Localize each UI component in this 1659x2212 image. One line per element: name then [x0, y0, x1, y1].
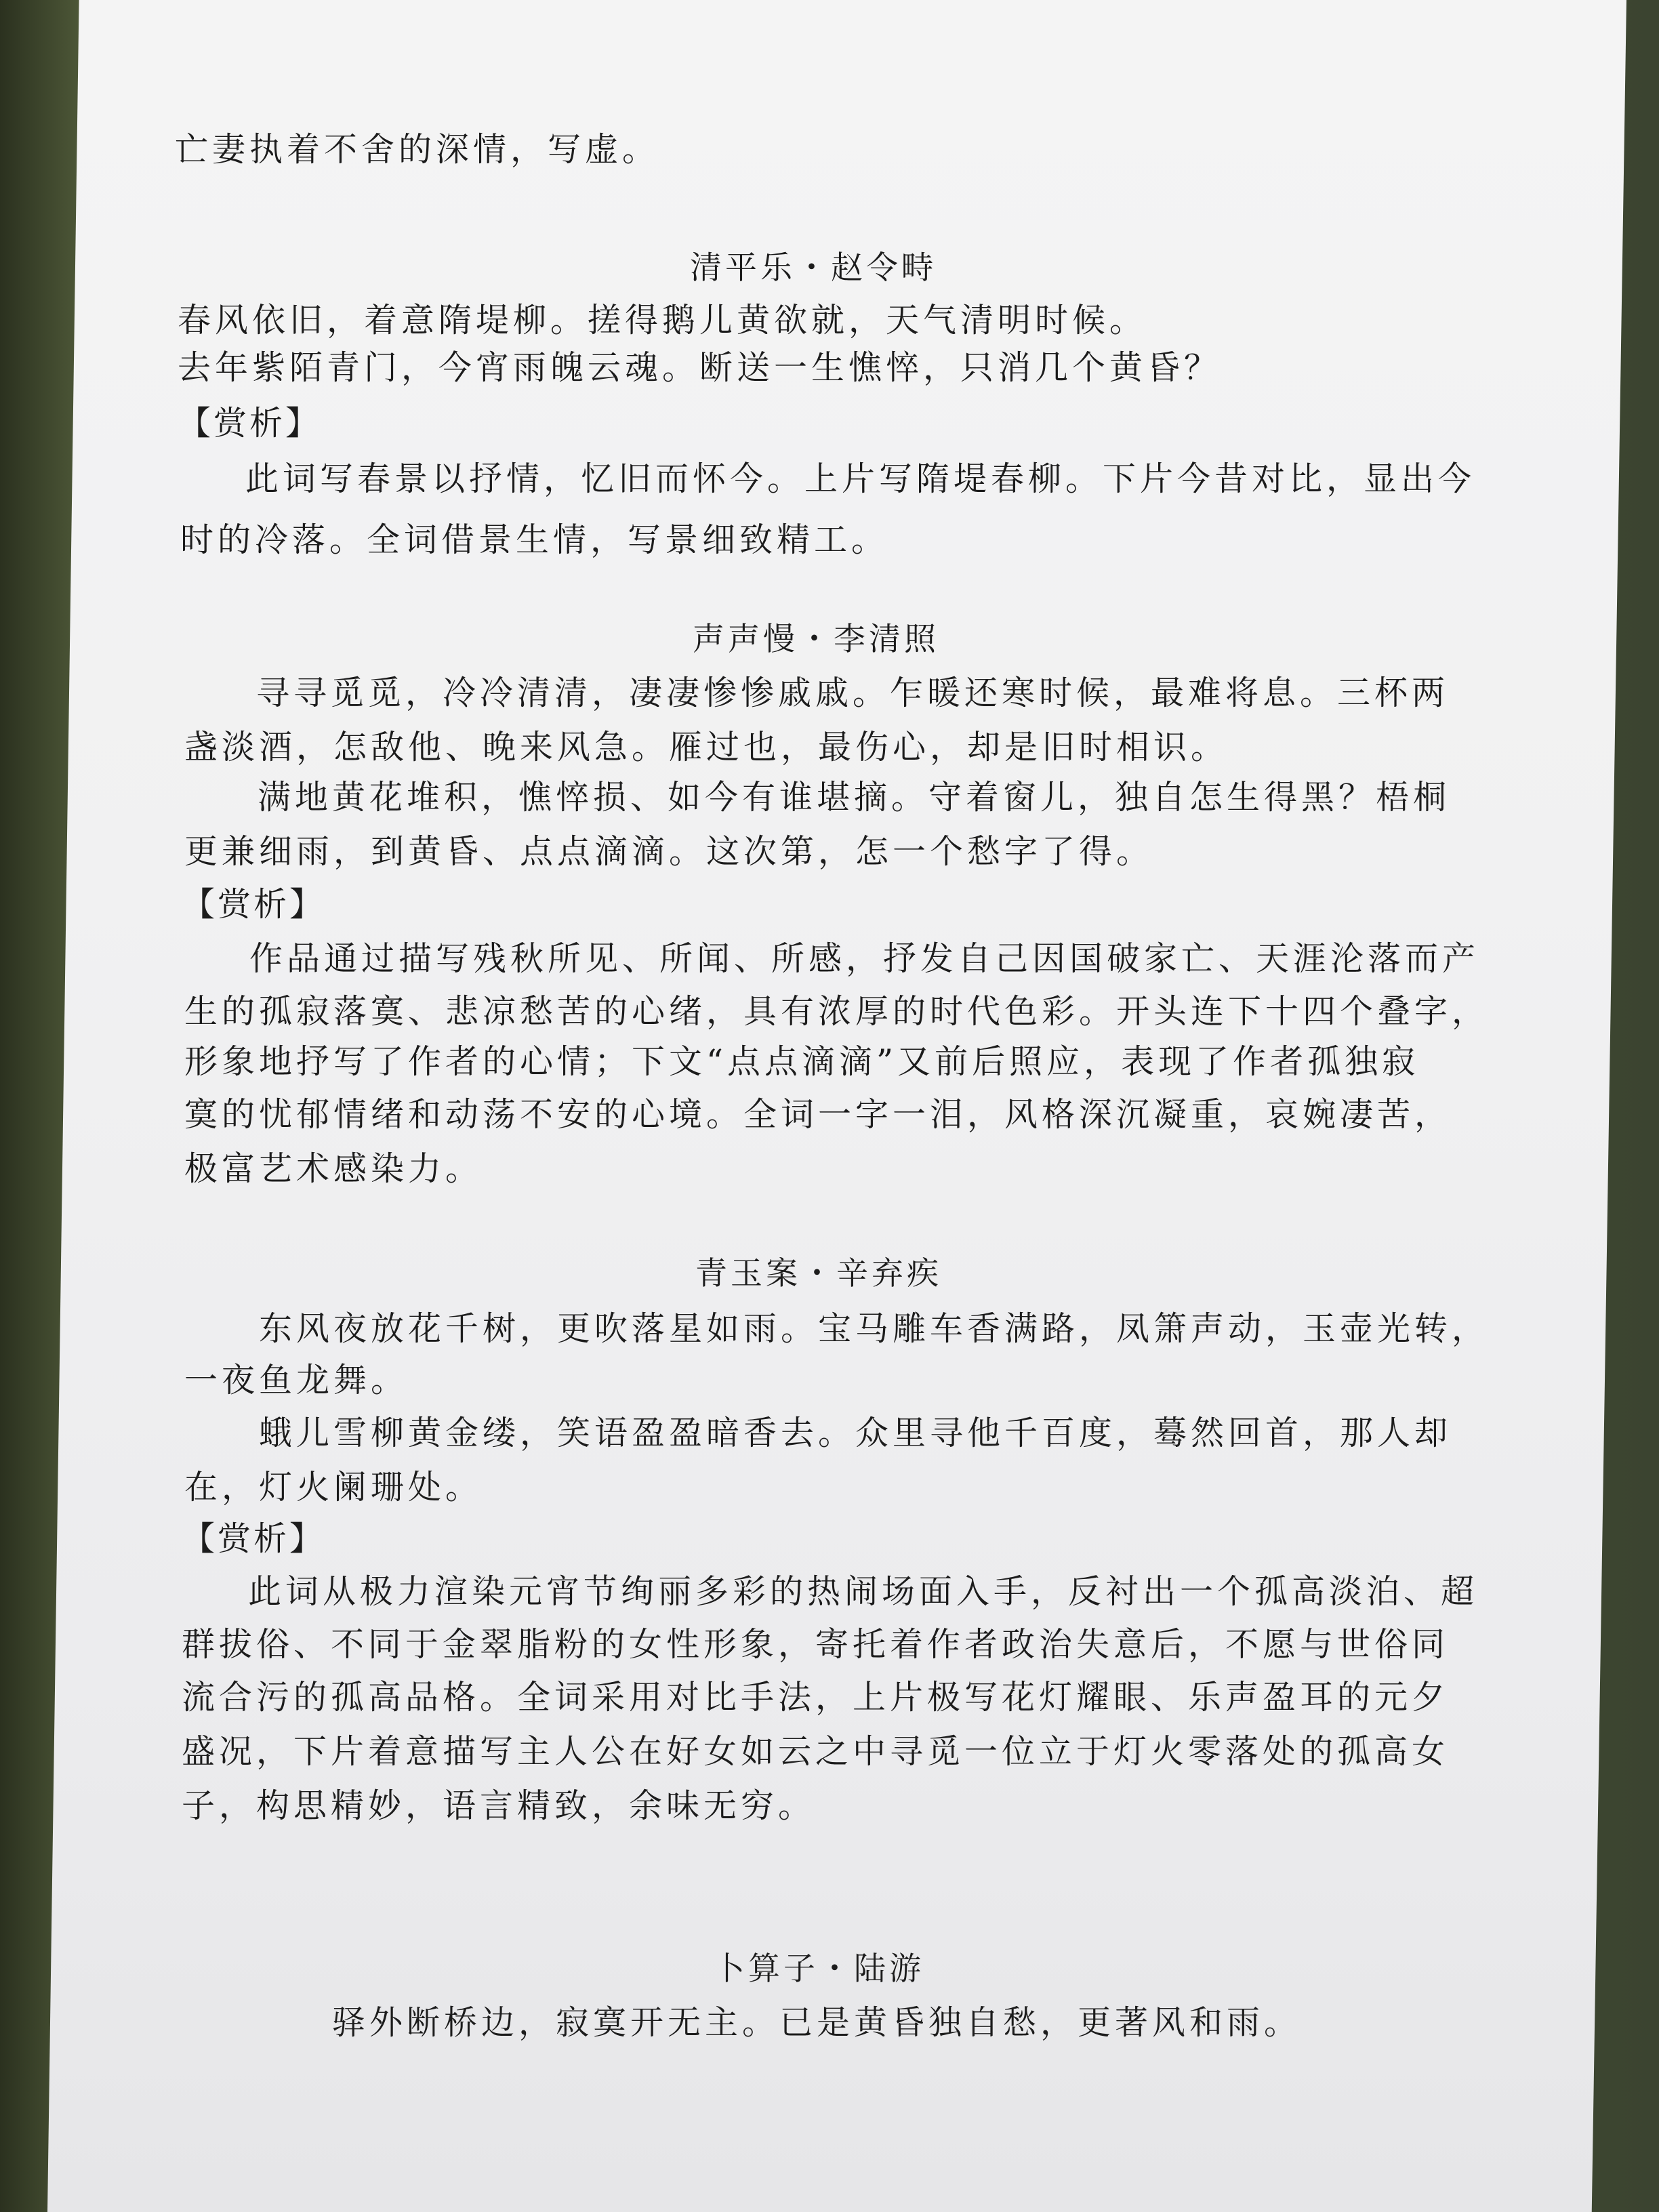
analysis-line: 群拔俗、不同于金翠脂粉的女性形象，寄托着作者政治失意后，不愿与世俗同: [182, 1625, 1450, 1664]
analysis-line: 此词从极力渲染元宵节绚丽多彩的热闹场面入手，反衬出一个孤高淡泊、超: [248, 1572, 1479, 1611]
analysis-line: 盛况，下片着意描写主人公在好女如云之中寻觅一位立于灯火零落处的孤高女: [182, 1732, 1450, 1771]
poem-line: 春风依旧，着意隋堤柳。搓得鹅儿黄欲就，天气清明时候。: [178, 301, 1147, 340]
poem-line: 一夜鱼龙舞。: [184, 1361, 409, 1399]
poem-line: 盏淡酒，怎敌他、晚来风急。雁过也，最伤心，却是旧时相识。: [184, 728, 1229, 766]
analysis-line: 此词写春景以抒情，忆旧而怀今。上片写隋堤春柳。下片今昔对比，显出今: [245, 459, 1476, 498]
analysis-line: 作品通过描写残秋所见、所闻、所感，抒发自己因国破家亡、天涯沦落而产: [249, 939, 1480, 978]
poem-line: 在，灯火阑珊处。: [184, 1468, 483, 1507]
poem-line: 寻寻觅觅，冷冷清清，凄凄惨惨戚戚。乍暖还寒时候，最难将息。三杯两: [256, 674, 1450, 712]
analysis-label: 【赏析】: [178, 404, 322, 443]
analysis-line: 极富艺术感染力。: [184, 1149, 483, 1188]
poem-line: 更兼细雨，到黄昏、点点滴滴。这次第，怎一个愁字了得。: [184, 832, 1154, 871]
poem-title-qingpingle: 清平乐・赵令畤: [690, 249, 937, 287]
poem-title-qingyuan: 青玉案・辛弃疾: [695, 1255, 942, 1292]
analysis-line: 生的孤寂落寞、悲凉愁苦的心绪，具有浓厚的时代色彩。开头连下十四个叠字，: [184, 992, 1490, 1031]
analysis-label: 【赏析】: [182, 885, 326, 924]
poem-line: 驿外断桥边，寂寞开无主。已是黄昏独自愁，更著风和雨。: [332, 2003, 1302, 2042]
analysis-line: 时的冷落。全词借景生情，写景细致精工。: [180, 520, 889, 559]
poem-title-shengshengman: 声声慢・李清照: [693, 621, 939, 658]
poem-line: 去年紫陌青门，今宵雨魄云魂。断送一生憔悴，只消几个黄昏？: [178, 348, 1222, 387]
analysis-label: 【赏析】: [182, 1519, 326, 1558]
poem-line: 满地黄花堆积，憔悴损、如今有谁堪摘。守着窗儿，独自怎生得黑？梧桐: [258, 778, 1451, 817]
poem-line: 东风夜放花千树，更吹落星如雨。宝马雕车香满路，凤箫声动，玉壶光转，: [259, 1309, 1490, 1348]
poem-title-busuanzi: 卜算子・陆游: [713, 1950, 924, 1988]
analysis-line: 流合污的孤高品格。全词采用对比手法，上片极写花灯耀眼、乐声盈耳的元夕: [182, 1678, 1450, 1717]
poem-line: 蛾儿雪柳黄金缕，笑语盈盈暗香去。众里寻他千百度，蓦然回首，那人却: [259, 1414, 1452, 1452]
intro-line: 亡妻执着不舍的深情，写虚。: [175, 130, 660, 169]
analysis-line: 形象地抒写了作者的心情；下文“点点滴滴”又前后照应，表现了作者孤独寂: [184, 1042, 1420, 1081]
analysis-line: 寞的忧郁情绪和动荡不安的心境。全词一字一泪，风格深沉凝重，哀婉凄苦，: [184, 1095, 1452, 1134]
analysis-line: 子，构思精妙，语言精致，余味无穷。: [182, 1786, 816, 1825]
